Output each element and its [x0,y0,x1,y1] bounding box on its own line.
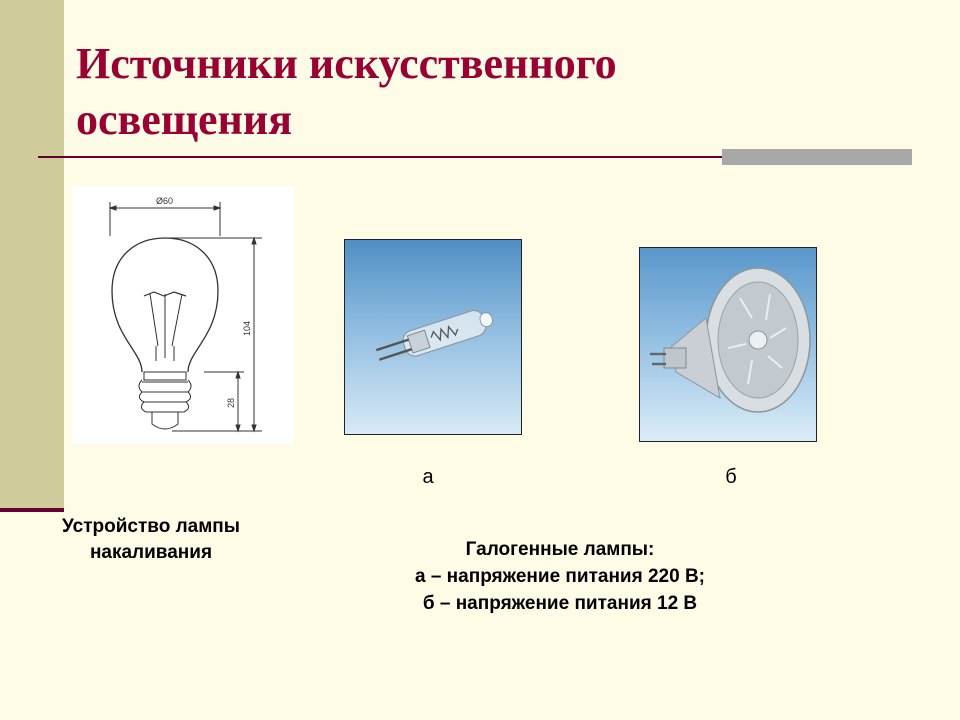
halogen-caption-line-2: а – напряжение питания 220 В; [414,566,706,587]
sidebar-decoration [0,0,64,510]
bulb-caption [26,514,276,566]
slide-title [76,36,776,148]
dimension-height-label: 104 [242,320,252,336]
sidebar-underline [0,508,64,512]
halogen-caption-line-1: Галогенные лампы: [465,539,655,560]
halogen-reflector-photo [639,247,817,442]
label-a: а [422,466,434,488]
bulb-diagram [72,186,294,444]
screw-base [142,382,188,412]
incandescent-bulb-drawing [72,186,294,444]
title-divider-accent [722,149,912,165]
label-b: б [725,466,737,488]
halogen-capsule-photo [344,239,522,435]
dimension-diameter-label: Ø60 [156,196,174,206]
halogen-caption [350,536,770,617]
capsule-lamp-image [345,240,521,434]
bulb-caption-line-1: Устройство лампы [62,516,240,537]
bulb-caption-line-2: накаливания [89,542,213,563]
halogen-caption-line-3: б – напряжение питания 12 В [422,593,698,614]
dimension-base-label: 28 [226,397,236,408]
title-line-2: освещения [76,95,293,144]
title-line-1: Источники искусственного [76,39,617,88]
reflector-lamp-image [640,248,816,441]
